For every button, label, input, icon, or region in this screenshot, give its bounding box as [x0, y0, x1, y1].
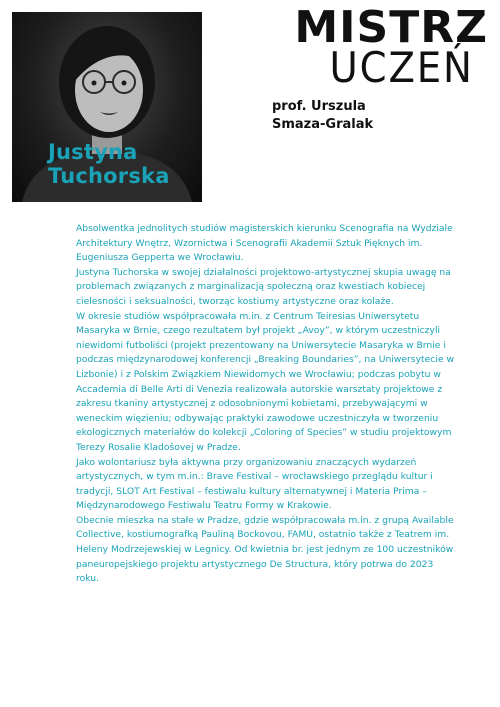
bio-paragraph: Obecnie mieszka na stałe w Pradze, gdzie współpracowała m.in. z grupą Available Collective, kostiumografką Pauliną Bockovou, FAMU, ostatnio także z Teatrem im. Heleny Modrzejewskiej w Legnicy. Od kwietnia br. jest jednym ze 100 uczestników paneuropejskiego projektu artystycznego De Structura, który potrwa do 2023 roku. — [76, 514, 454, 585]
brand-logo — [0, 0, 500, 100]
bio-paragraph: Justyna Tuchorska w swojej działalności projektowo-artystycznej skupia uwagę na problemach związanych z marginalizacją społeczną oraz kwestiach kobiecej cielesności i seksualności, tworząc kostiumy artystyczne oraz kolaże. — [76, 266, 451, 307]
bio-paragraph: W okresie studiów współpracowała m.in. z Centrum Teiresias Uniwersytetu Masaryka w Brnie, czego rezultatem był projekt „Avoy”, w którym uczestniczyli niewidomi futboliści (projekt prezentowany na Uniwersytecie Masaryka w Brnie i podczas międzynarodowej konferencji „Breaking Boundaries”, na Uniwersytecie w Lizbonie) i z Polskim Związkiem Niewidomych we Wrocławiu; podczas pobytu w Accademia di Belle Arti di Venezia realizowała autorskie warsztaty projektowe z zakresu tkaniny artystycznej z odosobnionymi kobietami, przebywającymi w weneckim więzieniu; odbywając praktyki zawodowe uczestniczyła w tworzeniu ekologicznych materiałów do kolekcji „Coloring of Species” w studiu projektowym Terezy Rosalie Kladošovej w Pradze. — [76, 310, 454, 453]
student-last-name: Tuchorska — [48, 164, 170, 188]
student-first-name: Justyna — [48, 140, 138, 164]
bio-paragraph: Absolwentka jednolitych studiów magisterskich kierunku Scenografia na Wydziale Architektury Wnętrz, Wzornictwa i Scenografii Akademii Sztuk Pięknych im. Eugeniusza Gepperta we Wrocławiu. — [76, 223, 453, 264]
mentor-line-1: prof. Urszula — [272, 99, 366, 114]
brand-title-bottom: UCZEŃ — [329, 43, 474, 92]
mentor-name — [272, 98, 373, 134]
mentor-line-2: Smaza-Gralak — [272, 117, 374, 132]
student-name-overlay — [48, 140, 170, 188]
biography — [76, 222, 456, 587]
brand-title-top: MISTRZ — [294, 2, 488, 53]
bio-paragraph: Jako wolontariusz była aktywna przy organizowaniu znaczących wydarzeń artystycznych, w tym m.in.: Brave Festival – wrocławskiego przeglądu kultur i tradycji, SLOT Art Festival – festiwalu kultury alternatywnej i Materia Prima – Międzynarodowego Festiwalu Teatru Formy w Krakowie. — [76, 456, 433, 512]
